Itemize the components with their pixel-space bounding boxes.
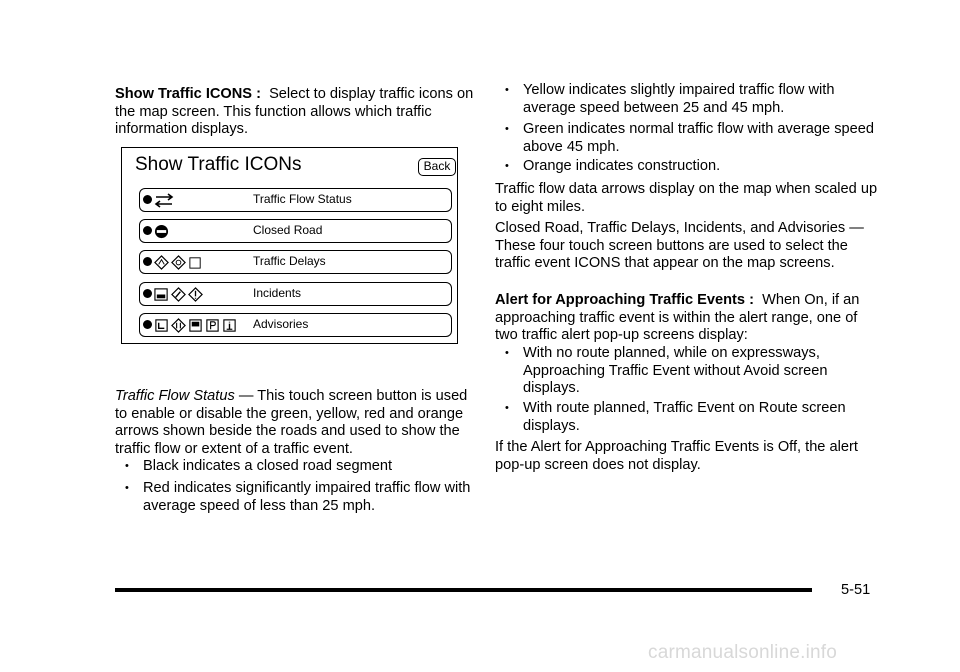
flow-data-paragraph: Traffic flow data arrows display on the map when scaled up to eight miles. — [495, 181, 878, 215]
alert-label: Alert for Approaching Traffic Events : — [495, 292, 754, 308]
show-traffic-icons-label: Show Traffic ICONS : — [115, 86, 261, 102]
bullet-black — [115, 458, 475, 476]
bullet-dot: • — [505, 402, 509, 414]
row-label: Traffic Delays — [253, 254, 326, 268]
row-label: Traffic Flow Status — [253, 192, 352, 206]
warning-sign-icon — [188, 287, 203, 302]
info-box-icon — [222, 318, 237, 333]
delay-sign-icon — [154, 255, 169, 270]
show-traffic-icons-paragraph — [115, 86, 475, 139]
advisory-sign-icon — [171, 318, 186, 333]
row-icons — [154, 286, 203, 303]
bullet-text: Yellow indicates slightly impaired traffic flow with average speed between 25 and 45 mph. — [523, 82, 835, 116]
traffic-flow-status-button[interactable] — [139, 188, 452, 212]
alert-paragraph — [495, 292, 880, 345]
screen-title: Show Traffic ICONs — [135, 154, 302, 175]
row-icons — [154, 223, 169, 240]
row-label: Closed Road — [253, 223, 323, 237]
closed-road-icon — [154, 224, 169, 239]
bullet-text: With route planned, Traffic Event on Route screen displays. — [523, 400, 846, 434]
bullet-yellow — [495, 82, 883, 117]
empty-square-icon — [188, 255, 203, 270]
bullet-text: With no route planned, while on expressways, Approaching Traffic Event without Avoid screen displays. — [523, 345, 828, 397]
bullet-dot: • — [505, 123, 509, 135]
incident-sign-icon — [171, 287, 186, 302]
back-button[interactable]: Back — [418, 158, 456, 176]
advisories-button[interactable] — [139, 313, 452, 337]
closed-road-button[interactable] — [139, 219, 452, 243]
bullet-dot: • — [505, 347, 509, 359]
bullet-with-route — [495, 400, 883, 435]
bullet-dot: • — [125, 482, 129, 494]
bullet-text: Black indicates a closed road segment — [143, 458, 393, 474]
bullet-green — [495, 121, 883, 156]
traffic-flow-status-paragraph — [115, 388, 475, 458]
parking-box-icon — [205, 318, 220, 333]
alert-text: When On, if an approaching traffic event is within the alert range, one of two traffic alert pop-up screens display: — [495, 292, 860, 344]
bullet-dot: • — [505, 84, 509, 96]
bullet-red — [115, 480, 475, 515]
page-number: 5-51 — [841, 582, 871, 598]
traffic-delays-button[interactable] — [139, 250, 452, 274]
row-icons — [154, 192, 174, 209]
bullet-text: Red indicates significantly impaired traffic flow with average speed of less than 25 mph. — [143, 480, 471, 514]
show-traffic-icons-text: Select to display traffic icons on the map screen. This function allows which traffic information displays. — [115, 86, 474, 138]
indicator-led-icon — [143, 226, 152, 235]
delay-sign-icon — [171, 255, 186, 270]
indicator-led-icon — [143, 195, 152, 204]
event-buttons-paragraph: Closed Road, Traffic Delays, Incidents, and Advisories — These four touch screen buttons are used to select the traffic event ICONS that appear on the map screens. — [495, 220, 864, 272]
row-icons — [154, 317, 237, 334]
indicator-led-icon — [143, 289, 152, 298]
bullet-text: Green indicates normal traffic flow with average speed above 45 mph. — [523, 121, 874, 155]
incidents-button[interactable] — [139, 282, 452, 306]
advisory-box-icon — [154, 318, 169, 333]
bullet-no-route — [495, 345, 883, 398]
traffic-flow-status-label: Traffic Flow Status — [115, 388, 235, 404]
bullet-orange — [495, 158, 883, 176]
show-traffic-icons-screen — [121, 147, 458, 344]
bullet-dot: • — [125, 460, 129, 472]
row-icons — [154, 254, 203, 271]
advisory-box-icon — [188, 318, 203, 333]
alert-off-paragraph: If the Alert for Approaching Traffic Events is Off, the alert pop-up screen does not display. — [495, 439, 858, 473]
bullet-dot: • — [505, 160, 509, 172]
traffic-flow-status-text: — This touch screen button is used to enable or disable the green, yellow, red and orange arrows shown beside the roads and used to show the traffic flow or extent of a traffic event. — [115, 388, 468, 457]
row-label: Incidents — [253, 286, 302, 300]
watermark: carmanualsonline.info — [648, 642, 838, 663]
bullet-text: Orange indicates construction. — [523, 158, 721, 174]
incident-box-icon — [154, 287, 169, 302]
indicator-led-icon — [143, 257, 152, 266]
row-label: Advisories — [253, 317, 309, 331]
indicator-led-icon — [143, 320, 152, 329]
footer-rule — [115, 588, 812, 592]
flow-arrows-icon — [154, 193, 174, 208]
